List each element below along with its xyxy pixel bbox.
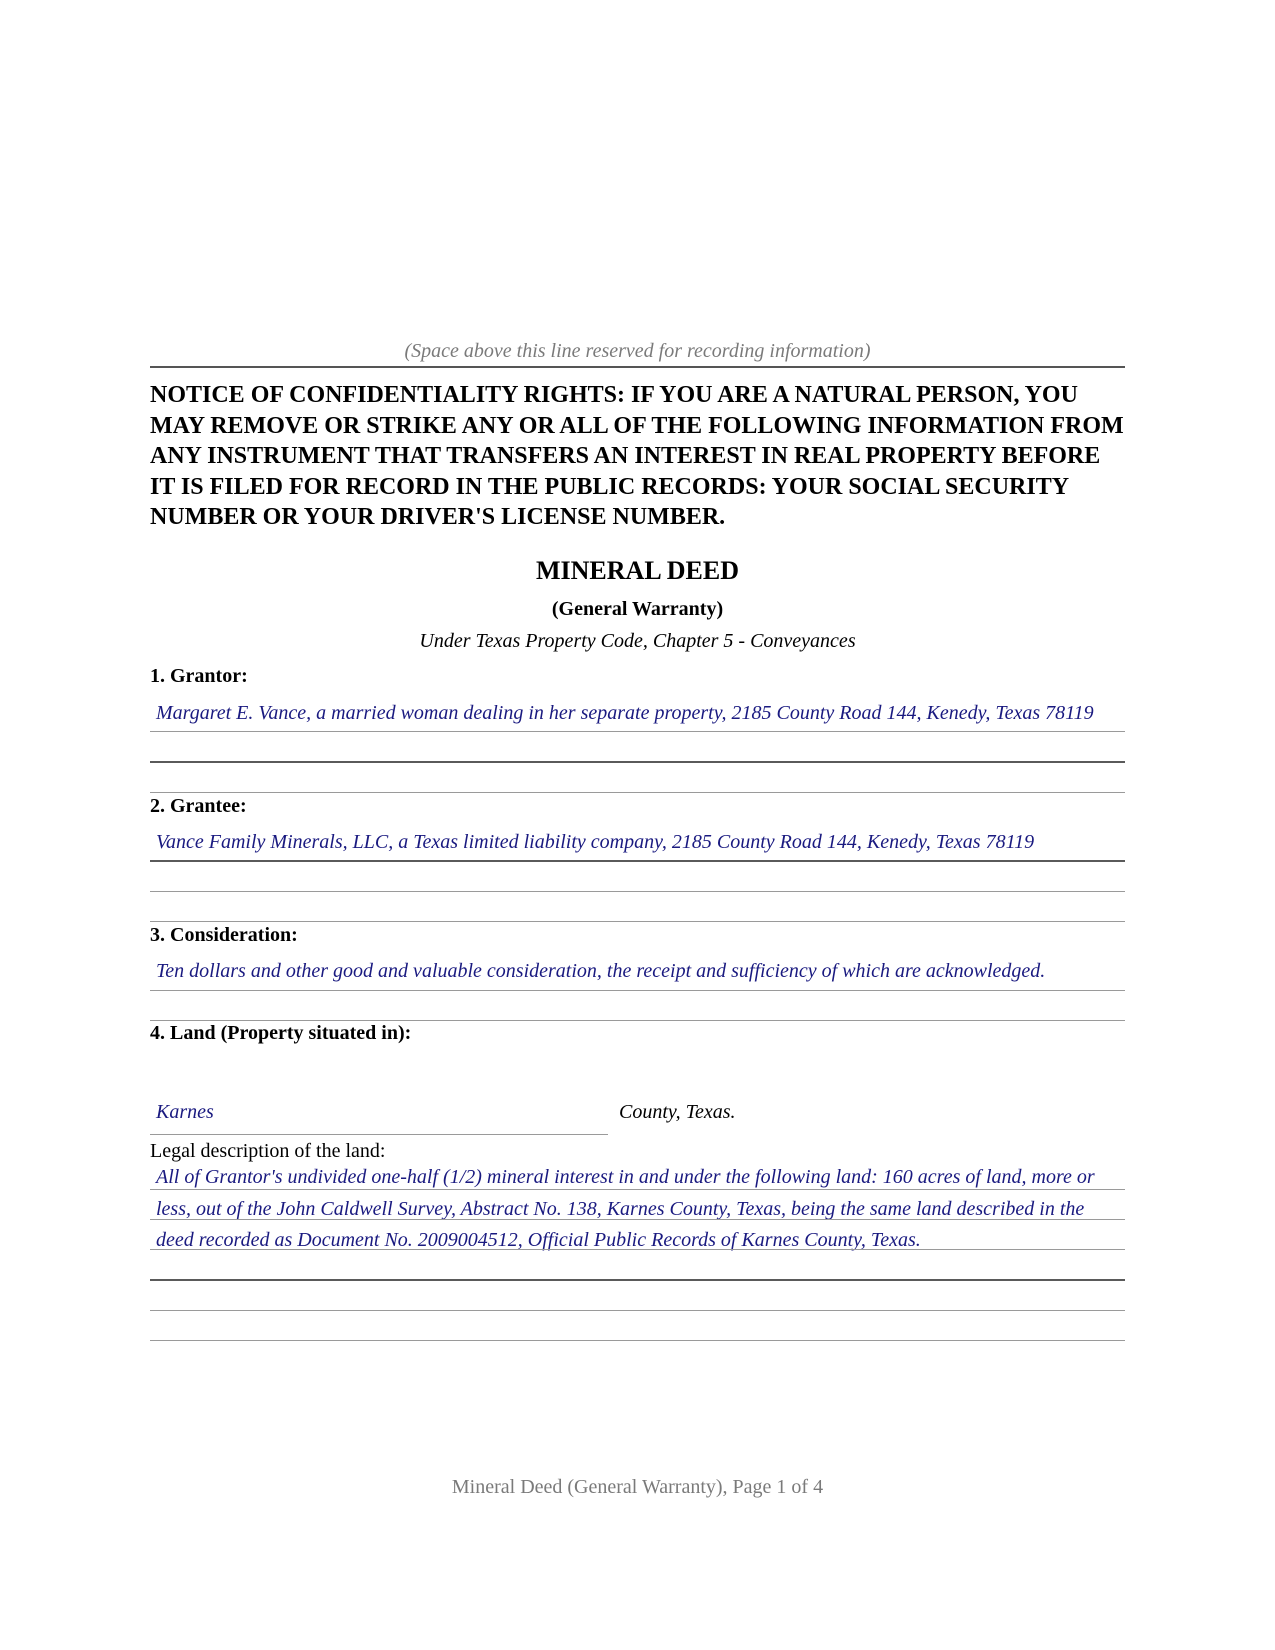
legal-rule-4 bbox=[150, 1279, 1125, 1281]
county-rule bbox=[150, 1134, 608, 1135]
consideration-field[interactable]: Ten dollars and other good and valuable consideration, the receipt and sufficiency of which are acknowledged. bbox=[156, 960, 1046, 982]
consideration-rule-1 bbox=[150, 990, 1125, 991]
grantee-rule-3 bbox=[150, 921, 1125, 922]
legal-rule-1 bbox=[150, 1189, 1125, 1190]
county-field[interactable]: Karnes bbox=[156, 1101, 214, 1123]
legal-description-field[interactable]: All of Grantor's undivided one-half (1/2) mineral interest in and under the following land: 160 acres of land, more or less, out of the John Caldwell Survey, Abstract No. 138, Karnes County, Texas, being the same land described in the deed recorded as Document No. 2009004512, Official Public Records of Karnes County, Texas. bbox=[156, 1166, 1095, 1251]
grantee-label: 2. Grantee: bbox=[150, 795, 247, 817]
deed-page bbox=[150, 0, 1125, 1650]
grantee-field[interactable]: Vance Family Minerals, LLC, a Texas limited liability company, 2185 County Road 144, Kenedy, Texas 78119 bbox=[156, 831, 1035, 853]
county-suffix: County, Texas. bbox=[619, 1101, 736, 1123]
page-footer: Mineral Deed (General Warranty), Page 1 of 4 bbox=[451, 1476, 824, 1498]
legal-rule-5 bbox=[150, 1310, 1125, 1311]
grantor-rule-2 bbox=[150, 761, 1125, 763]
document-subtitle: (General Warranty) bbox=[551, 598, 724, 620]
consideration-label: 3. Consideration: bbox=[150, 924, 298, 946]
document-title: MINERAL DEED bbox=[536, 556, 739, 585]
statute-reference: Under Texas Property Code, Chapter 5 - Conveyances bbox=[419, 630, 856, 652]
recording-divider bbox=[150, 366, 1125, 368]
grantor-label: 1. Grantor: bbox=[150, 665, 248, 687]
legal-rule-6 bbox=[150, 1340, 1125, 1341]
land-label: 4. Land (Property situated in): bbox=[150, 1022, 412, 1044]
confidentiality-notice: NOTICE OF CONFIDENTIALITY RIGHTS: IF YOU ARE A NATURAL PERSON, YOU MAY REMOVE OR STRIKE ANY OR ALL OF THE FOLLOWING INFORMATION FROM ANY INSTRUMENT THAT TRANSFERS AN INTEREST IN REAL PROPERTY BEFORE IT IS FILED FOR RECORD IN THE PUBLIC RECORDS: YOUR SOCIAL SECURITY NUMBER OR YOUR DRIVER'S LICENSE NUMBER. bbox=[150, 382, 1124, 530]
grantor-field[interactable]: Margaret E. Vance, a married woman dealing in her separate property, 2185 County Road 144, Kenedy, Texas 78119 bbox=[156, 702, 1094, 724]
grantor-rule-1 bbox=[150, 731, 1125, 732]
legal-description-label: Legal description of the land: bbox=[150, 1140, 386, 1162]
legal-rule-3 bbox=[150, 1249, 1125, 1250]
grantor-rule-3 bbox=[150, 792, 1125, 793]
grantee-rule-1 bbox=[150, 860, 1125, 862]
grantee-rule-2 bbox=[150, 891, 1125, 892]
legal-rule-2 bbox=[150, 1219, 1125, 1220]
recording-space-note: (Space above this line reserved for recording information) bbox=[404, 340, 871, 362]
